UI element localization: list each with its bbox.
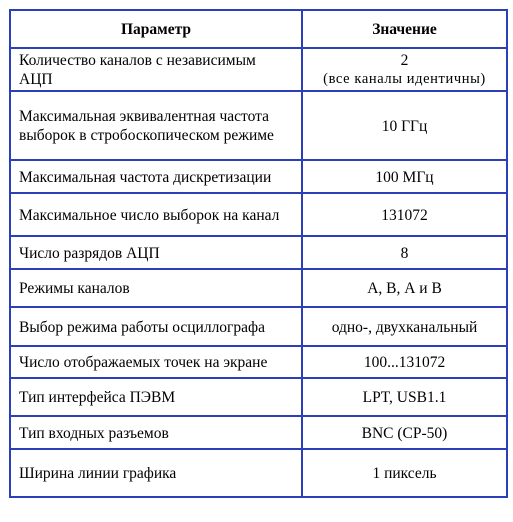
value-cell: 131072: [302, 193, 507, 236]
param-cell: Максимальное число выборок на канал: [10, 193, 302, 236]
table-row: [10, 91, 507, 160]
table-row: [10, 48, 507, 91]
value-cell: [302, 48, 507, 91]
value-cell: 8: [302, 236, 507, 269]
param-cell: Тип входных разъемов: [10, 416, 302, 449]
param-cell: Число отображаемых точек на экране: [10, 346, 302, 378]
param-cell: Выбор режима работы осциллографа: [10, 307, 302, 346]
table-row: [10, 449, 507, 497]
param-cell: Ширина линии графика: [10, 449, 302, 497]
value-cell: 1 пиксель: [302, 449, 507, 497]
value-cell: 100 МГц: [302, 160, 507, 193]
param-cell: Максимальная эквивалентная частота выборок в стробоскопическом режиме: [10, 91, 302, 160]
header-row: [10, 10, 507, 48]
value-cell: LPT, USB1.1: [302, 378, 507, 416]
table-row: [10, 236, 507, 269]
param-cell: Максимальная частота дискретизации: [10, 160, 302, 193]
value-cell: 10 ГГц: [302, 91, 507, 160]
param-cell: Количество каналов с независимым АЦП: [10, 48, 302, 91]
table-row: [10, 346, 507, 378]
param-cell: Тип интерфейса ПЭВМ: [10, 378, 302, 416]
param-cell: Число разрядов АЦП: [10, 236, 302, 269]
table-row: [10, 269, 507, 307]
table-row: [10, 193, 507, 236]
specifications-table: [9, 9, 508, 498]
header-parameter: Параметр: [10, 10, 302, 48]
value-note: (все каналы идентичны): [323, 71, 486, 87]
table-row: [10, 416, 507, 449]
table-row: [10, 307, 507, 346]
param-cell: Режимы каналов: [10, 269, 302, 307]
value-cell: одно-, двухканальный: [302, 307, 507, 346]
value-cell: BNC (СР-50): [302, 416, 507, 449]
value-cell: 100...131072: [302, 346, 507, 378]
table-row: [10, 378, 507, 416]
header-value: Значение: [302, 10, 507, 48]
value-text: 2: [400, 52, 409, 69]
value-cell: А, В, А и В: [302, 269, 507, 307]
table-row: [10, 160, 507, 193]
